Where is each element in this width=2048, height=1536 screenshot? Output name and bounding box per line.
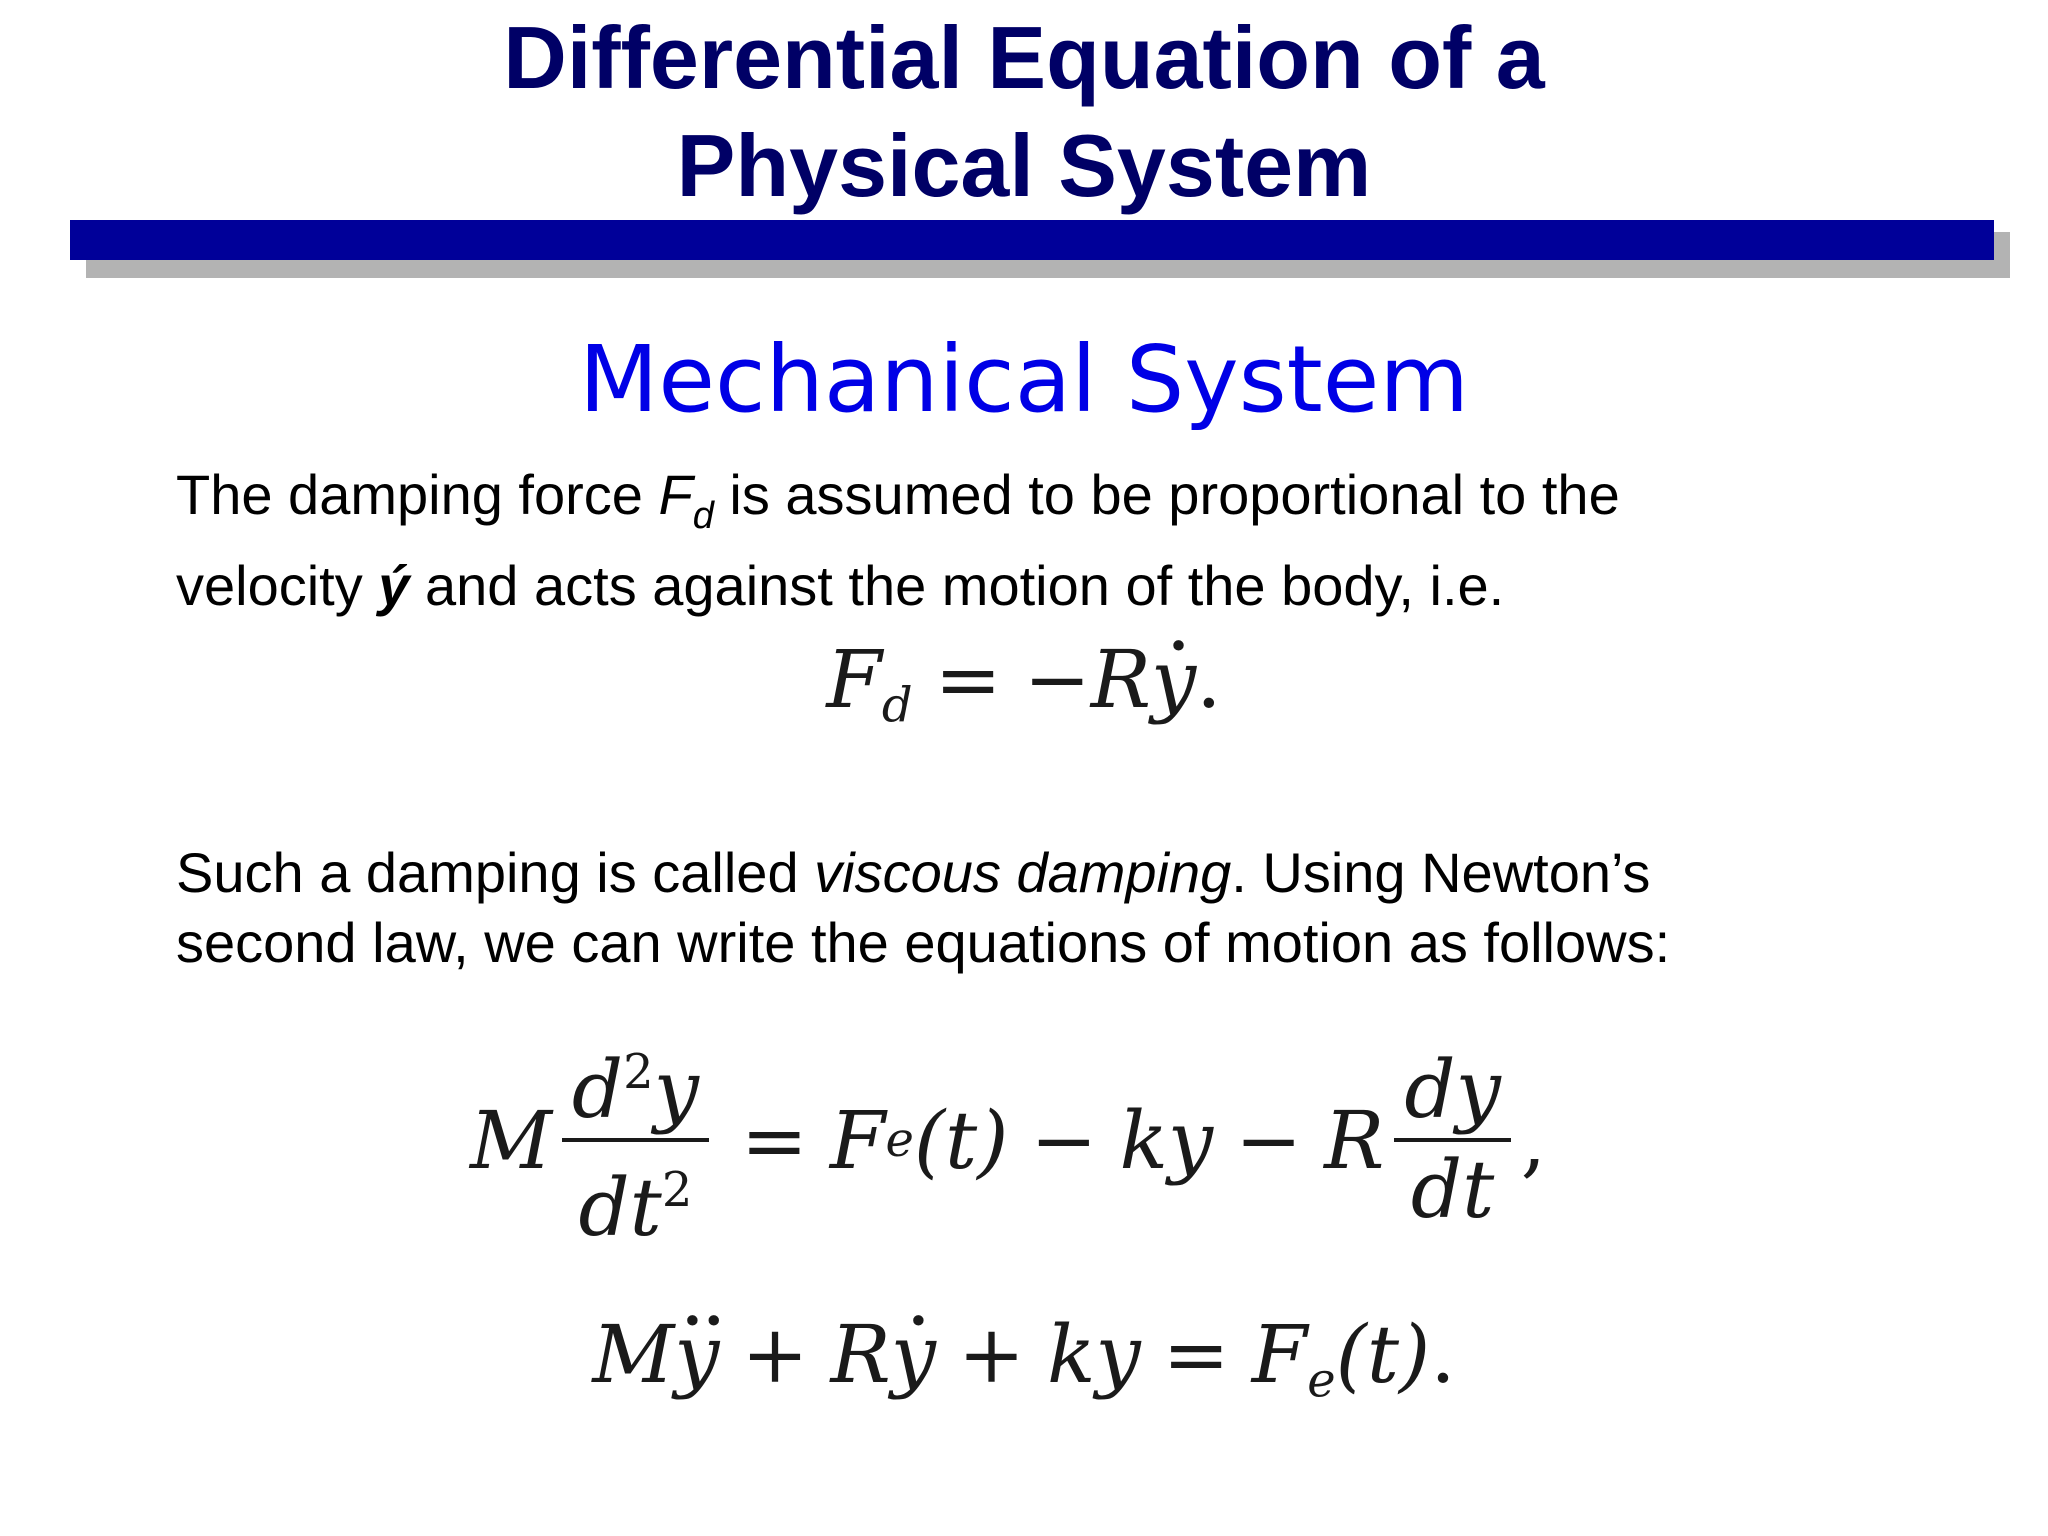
title-bar [70, 220, 1994, 260]
eq3-t-paren: (t) [1335, 1308, 1431, 1401]
text-fragment: . Using Newton’s [1231, 841, 1651, 904]
eq2-minus-1: − [1030, 1093, 1098, 1187]
text-fragment: The damping force [176, 463, 659, 526]
slide-title-line-2: Physical System [676, 116, 1372, 215]
symbol-y-dot: ý [378, 554, 410, 617]
eq1-minus: − [1023, 633, 1091, 726]
eq2-first-derivative-fraction [1394, 1042, 1510, 1238]
eq2-den-dt: dt [578, 1160, 662, 1254]
viscous-paragraph-line-2: second law, we can write the equations of motion as follows: [176, 911, 1671, 974]
eq2-F-subscript: e [885, 1112, 914, 1168]
eq2-num-d: d [571, 1043, 624, 1136]
eq3-plus-1: + [741, 1308, 809, 1401]
viscous-paragraph-line-1 [176, 838, 1876, 908]
eq2-comma: , [1520, 1093, 1547, 1187]
eq2-frac2-denominator: dt [1410, 1143, 1495, 1236]
eq1-R: R [1090, 633, 1151, 726]
eq3-M: M [592, 1308, 675, 1401]
eq3-R: R [830, 1308, 891, 1401]
eq3-y-double-dot: y ·· [674, 1300, 719, 1410]
eq3-F: F [1251, 1308, 1308, 1401]
text-fragment: and acts against the motion of the body, i.e. [409, 554, 1505, 617]
eq1-period: . [1196, 633, 1222, 726]
eq2-fraction-denominator [568, 1142, 702, 1256]
eq3-ky: ky [1046, 1308, 1141, 1401]
eq2-second-derivative-fraction [562, 1024, 709, 1256]
eq2-F: F [829, 1093, 886, 1187]
eq2-ky: ky [1119, 1093, 1214, 1187]
eq3-period: . [1430, 1308, 1456, 1401]
eq3-equals: = [1162, 1308, 1230, 1401]
text-fragment: Such a damping is called [176, 841, 815, 904]
section-subtitle: Mechanical System [579, 326, 1469, 433]
text-fragment: is assumed to be proportional to the [713, 463, 1620, 526]
eq2-equals: = [740, 1093, 808, 1187]
eq3-y-dot: y · [891, 1300, 936, 1410]
symbol-subscript-d: d [692, 495, 714, 537]
eq3-F-subscript: e [1307, 1352, 1336, 1409]
eq2-num-sup: 2 [623, 1044, 654, 1101]
slide-title-line-1: Differential Equation of a [503, 8, 1545, 107]
equation-of-motion-compact [0, 1300, 2048, 1435]
eq2-t-paren: (t) [913, 1093, 1009, 1187]
viscous-damping-term: viscous damping [814, 841, 1232, 904]
eq2-num-y: y [653, 1043, 699, 1136]
eq2-R: R [1324, 1093, 1385, 1187]
eq2-M: M [470, 1093, 552, 1187]
eq3-plus-2: + [957, 1308, 1025, 1401]
slide-title [0, 0, 2048, 220]
eq1-subscript: d [881, 677, 913, 734]
eq2-minus-2: − [1235, 1093, 1303, 1187]
damping-force-equation [0, 630, 2048, 755]
eq2-fraction-numerator [562, 1024, 709, 1138]
viscous-paragraph [176, 838, 1876, 978]
damping-paragraph-line-2 [176, 551, 1876, 621]
eq2-den-sup: 2 [661, 1162, 693, 1218]
damping-paragraph [176, 460, 1876, 621]
text-fragment: velocity [176, 554, 379, 617]
newton-second-law-equation [470, 1040, 1547, 1254]
eq1-F: F [826, 633, 882, 726]
eq1-equals: = [934, 633, 1002, 726]
eq2-frac2-numerator: dy [1404, 1043, 1501, 1136]
damping-paragraph-line-1 [176, 460, 1876, 551]
symbol-F: F [658, 463, 693, 526]
eq1-y-dot: y · [1151, 630, 1196, 730]
